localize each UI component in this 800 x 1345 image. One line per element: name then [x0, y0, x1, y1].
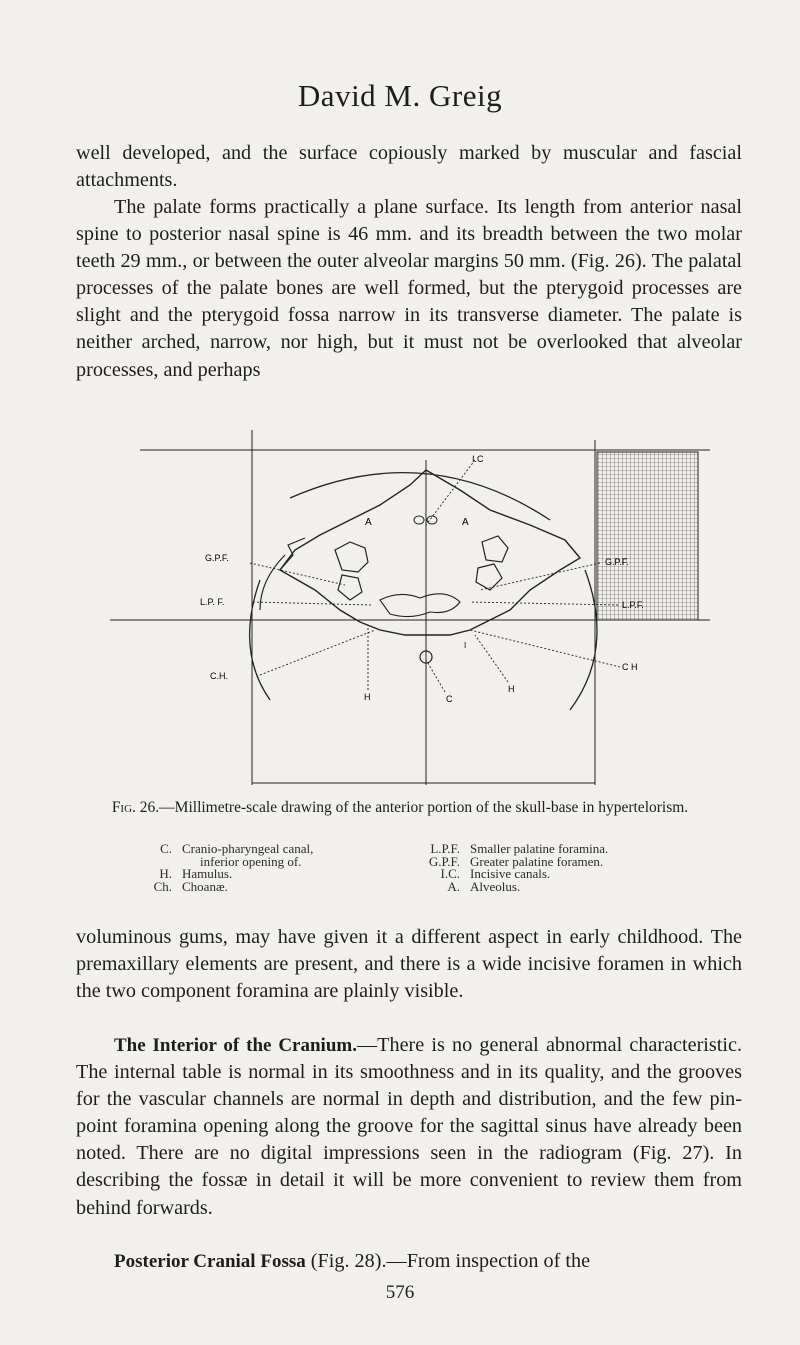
figure-legend-right — [400, 843, 608, 893]
legend-key — [130, 856, 182, 869]
legend-text: Alveolus. — [470, 878, 521, 894]
section-heading-interior: The Interior of the Cranium. — [114, 1035, 357, 1056]
legend-row — [130, 878, 313, 894]
label-i-small: I — [464, 641, 467, 650]
legend-text: Greater palatine foramen. — [470, 853, 604, 869]
legend-text: Incisive canals. — [470, 866, 551, 881]
legend-text: Choanæ. — [182, 878, 228, 894]
paragraph-5-body: (Fig. 28).—From inspection of the — [305, 1250, 591, 1272]
paragraph-5 — [76, 1248, 742, 1275]
legend-key: H. — [159, 866, 172, 881]
label-gpf-left: G.P.F. — [205, 553, 229, 563]
label-lpf-left: L.P. F. — [200, 597, 225, 607]
label-ic-top: I.C — [472, 454, 484, 464]
running-header: David M. Greig — [297, 78, 503, 113]
figure-26 — [110, 430, 710, 790]
paragraph-1: well developed, and the surface copiously marked by muscular and fascial attachments. — [76, 142, 742, 192]
legend-key: L.P.F. — [430, 841, 460, 856]
label-h-left: H — [364, 692, 371, 702]
label-gpf-right: G.P.F. — [605, 557, 629, 567]
legend-key: A. — [447, 878, 460, 894]
legend-text: Cranio-pharyngeal canal, — [182, 841, 314, 856]
legend-text: Hamulus. — [182, 866, 233, 881]
label-lpf-right: L.P.F. — [622, 600, 644, 610]
label-ch-left: C.H. — [210, 671, 228, 681]
caption-figure-number: Fig. 26. — [111, 799, 160, 816]
label-ch-right: C H — [622, 662, 638, 672]
legend-key: C. — [160, 841, 172, 856]
paragraph-4 — [76, 1032, 742, 1222]
paragraph-2: The palate forms practically a plane surface. Its length from anterior nasal spine to posterior nasal spine is 46 mm. and its breadth between the two molar teeth 29 mm., or between the outer alveolar margins 50 mm. (Fig. 26). The palatal processes of the palate bones are well formed, but the pterygoid processes are slight and the pterygoid fossa narrow in its transverse diameter. The palate is neither arched, narrow, nor high, but it must not be overlooked that alveolar processes, and perhaps — [76, 196, 742, 381]
paragraph-3: voluminous gums, may have given it a different aspect in early childhood. The premaxillary elements are present, and there is a wide incisive foramen in which the two component foramina are plainly visible. — [76, 926, 742, 1003]
section-heading-posterior: Posterior Cranial Fossa — [114, 1251, 306, 1272]
label-c-bottom: C — [446, 694, 453, 704]
legend-key: Ch. — [153, 878, 172, 894]
caption-text: —Millimetre-scale drawing of the anterior portion of the skull-base in hypertelorism. — [159, 799, 689, 816]
legend-row — [400, 878, 608, 894]
legend-text: inferior opening of. — [200, 853, 302, 869]
figure-caption — [100, 797, 700, 818]
page-number: 576 — [385, 1282, 415, 1303]
label-h-right: H — [508, 684, 515, 694]
legend-key: G.P.F. — [428, 853, 460, 869]
legend-key: I.C. — [440, 866, 460, 881]
figure-legend-left — [130, 843, 313, 893]
paragraph-4-body: —There is no general abnormal characteristic. The internal table is normal in its smoothness and in its quality, and the grooves for the vascular channels are normal in depth and distribution, and the few pin-point foramina opening along the groove for the sagittal sinus have already been noted. There are no digital impressions seen in the radiogram (Fig. 27). In describing the fossæ in detail it will be more convenient to review them from behind forwards. — [76, 1034, 742, 1219]
legend-text: Smaller palatine foramina. — [470, 841, 609, 856]
label-a-right: A — [462, 517, 469, 528]
skull-base-drawing — [110, 430, 710, 790]
label-a-left: A — [365, 517, 372, 528]
